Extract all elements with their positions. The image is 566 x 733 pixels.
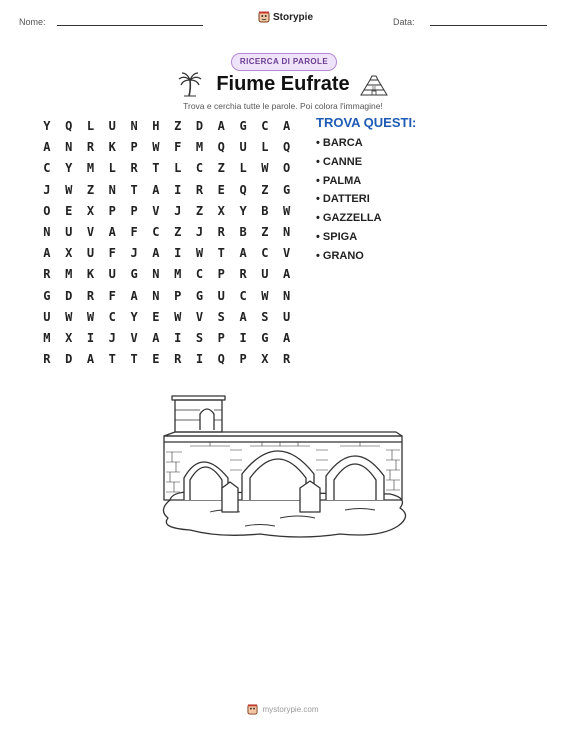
grid-cell[interactable]: Z <box>86 182 95 197</box>
grid-cell[interactable]: N <box>283 224 291 239</box>
grid-cell[interactable]: N <box>152 267 160 282</box>
footer-url[interactable]: mystorypie.com <box>262 705 319 714</box>
grid-cell[interactable]: C <box>43 161 51 176</box>
grid-cell[interactable]: N <box>130 119 138 133</box>
grid-cell[interactable]: B <box>239 224 247 239</box>
grid-cell[interactable]: X <box>261 352 269 367</box>
grid-cell[interactable]: A <box>239 246 247 261</box>
date-label: Data: <box>393 17 415 27</box>
instructions: Trova e cerchia tutte le parole. Poi colora l'immagine! <box>183 101 383 111</box>
grid-cell[interactable]: H <box>152 119 160 133</box>
grid-cell[interactable]: Q <box>283 140 291 155</box>
grid-cell[interactable]: J <box>108 330 116 345</box>
grid-cell[interactable]: T <box>108 352 116 367</box>
grid-cell[interactable]: A <box>130 288 138 303</box>
grid-cell[interactable]: X <box>65 246 73 261</box>
grid-cell[interactable]: A <box>43 140 51 155</box>
grid-cell[interactable]: N <box>152 288 160 303</box>
word-text: GAZZELLA <box>322 212 382 225</box>
grid-cell[interactable]: U <box>108 119 116 133</box>
grid-cell[interactable]: A <box>152 182 160 197</box>
grid-cell[interactable]: S <box>195 330 204 345</box>
grid-cell[interactable]: G <box>43 288 51 303</box>
grid-cell[interactable]: P <box>130 203 138 218</box>
grid-cell[interactable]: W <box>261 288 269 303</box>
grid-cell[interactable]: W <box>152 140 160 155</box>
grid-cell[interactable]: R <box>86 140 95 155</box>
grid-cell[interactable]: G <box>239 119 247 133</box>
storypie-logo-icon <box>247 704 258 715</box>
grid-cell[interactable]: C <box>108 309 116 324</box>
grid-cell[interactable]: O <box>283 161 291 176</box>
grid-cell[interactable]: Z <box>174 119 182 133</box>
grid-cell[interactable]: M <box>65 267 73 282</box>
grid-cell[interactable]: W <box>261 161 269 176</box>
grid-cell[interactable]: P <box>108 203 116 218</box>
grid-cell[interactable]: E <box>217 182 225 197</box>
grid-cell[interactable]: O <box>43 203 51 218</box>
letter-grid <box>36 116 298 370</box>
grid-cell[interactable]: D <box>65 288 73 303</box>
grid-cell[interactable]: T <box>217 246 225 261</box>
grid-cell[interactable]: A <box>108 224 116 239</box>
grid-cell[interactable]: T <box>130 182 138 197</box>
grid-cell[interactable]: R <box>217 224 225 239</box>
grid-cell[interactable]: M <box>43 330 51 345</box>
grid-cell[interactable]: R <box>86 288 95 303</box>
grid-cell[interactable]: Y <box>239 203 247 218</box>
grid-cell[interactable]: N <box>65 140 73 155</box>
grid-cell[interactable]: G <box>283 182 291 197</box>
grid-cell[interactable]: Q <box>65 119 73 133</box>
grid-cell[interactable]: R <box>130 161 138 176</box>
grid-cell[interactable]: U <box>65 224 73 239</box>
grid-cell[interactable]: C <box>152 224 160 239</box>
grid-cell[interactable]: X <box>217 203 225 218</box>
category-badge: RICERCA DI PAROLE <box>231 53 337 71</box>
grid-cell[interactable]: N <box>283 288 291 303</box>
grid-cell[interactable]: R <box>239 267 247 282</box>
grid-cell[interactable]: C <box>239 288 247 303</box>
word-item: • PALMA <box>316 174 362 187</box>
grid-cell[interactable]: P <box>217 267 225 282</box>
grid-cell[interactable]: N <box>108 182 116 197</box>
grid-cell[interactable]: P <box>130 140 138 155</box>
grid-cell[interactable]: I <box>174 182 182 197</box>
word-text: CANNE <box>322 155 363 168</box>
grid-cell[interactable]: T <box>152 161 160 176</box>
grid-cell[interactable]: W <box>65 309 73 324</box>
grid-cell[interactable]: U <box>261 267 269 282</box>
grid-cell[interactable]: R <box>174 352 182 367</box>
grid-cell[interactable]: C <box>195 161 204 176</box>
grid-cell[interactable]: M <box>195 140 204 155</box>
word-item: • SPIGA <box>316 230 358 243</box>
grid-cell[interactable]: J <box>43 182 51 197</box>
grid-cell[interactable]: W <box>174 309 182 324</box>
grid-cell[interactable]: R <box>195 182 204 197</box>
grid-cell[interactable]: V <box>86 224 95 239</box>
grid-cell[interactable]: C <box>261 119 269 133</box>
grid-cell[interactable]: A <box>283 267 291 282</box>
grid-cell[interactable]: K <box>86 267 95 282</box>
grid-cell[interactable]: X <box>86 203 95 218</box>
grid-cell[interactable]: L <box>86 119 95 133</box>
grid-cell[interactable]: V <box>130 330 138 345</box>
grid-cell[interactable]: A <box>43 246 51 261</box>
grid-cell[interactable]: M <box>86 161 95 176</box>
grid-cell[interactable]: G <box>195 288 204 303</box>
word-text: GRANO <box>322 249 364 262</box>
grid-cell[interactable]: A <box>239 309 247 324</box>
grid-cell[interactable]: W <box>65 182 73 197</box>
ziggurat-icon <box>359 74 389 96</box>
grid-cell[interactable]: B <box>261 203 269 218</box>
bridge-illustration[interactable] <box>150 388 412 550</box>
grid-cell[interactable]: D <box>195 119 204 133</box>
word-text: SPIGA <box>322 230 358 243</box>
grid-cell[interactable]: N <box>43 224 51 239</box>
grid-cell[interactable]: Z <box>195 203 204 218</box>
grid-cell[interactable]: E <box>65 203 73 218</box>
grid-cell[interactable]: F <box>130 224 138 239</box>
grid-cell[interactable]: J <box>195 224 204 239</box>
grid-cell[interactable]: Q <box>217 140 225 155</box>
grid-cell[interactable]: S <box>261 309 269 324</box>
word-list-title: TROVA QUESTI: <box>316 115 417 130</box>
grid-cell[interactable]: Z <box>174 224 182 239</box>
grid-cell[interactable]: I <box>239 330 247 345</box>
grid-cell[interactable]: A <box>217 119 225 133</box>
word-item: • DATTERI <box>316 193 370 206</box>
grid-cell[interactable]: G <box>261 330 269 345</box>
grid-cell[interactable]: W <box>283 203 291 218</box>
grid-cell[interactable]: Z <box>261 224 269 239</box>
grid-cell[interactable]: U <box>217 288 225 303</box>
grid-cell[interactable]: J <box>174 203 182 218</box>
grid-cell[interactable]: F <box>174 140 182 155</box>
grid-cell[interactable]: Z <box>217 161 225 176</box>
grid-cell[interactable]: A <box>283 330 291 345</box>
name-line[interactable] <box>57 25 203 26</box>
word-item: • GRANO <box>316 249 364 262</box>
grid-cell[interactable]: F <box>108 246 116 261</box>
grid-cell[interactable]: W <box>86 309 95 324</box>
grid-cell[interactable]: U <box>283 309 291 324</box>
grid-cell[interactable]: P <box>239 352 247 367</box>
grid-cell[interactable]: Y <box>43 119 51 133</box>
word-item: • BARCA <box>316 137 363 149</box>
date-line[interactable] <box>430 25 547 26</box>
grid-cell[interactable]: J <box>130 246 138 261</box>
grid-cell[interactable]: X <box>65 330 73 345</box>
grid-cell[interactable]: T <box>130 352 138 367</box>
grid-cell[interactable]: Y <box>65 161 73 176</box>
grid-cell[interactable]: Q <box>239 182 247 197</box>
word-text: PALMA <box>322 174 362 187</box>
grid-cell[interactable]: G <box>130 267 138 282</box>
grid-cell[interactable]: V <box>283 246 291 261</box>
word-item: • GAZZELLA <box>316 212 382 225</box>
grid-cell[interactable]: V <box>152 203 160 218</box>
grid-cell[interactable]: R <box>283 352 291 367</box>
grid-cell[interactable]: Y <box>130 309 138 324</box>
grid-cell[interactable]: R <box>43 352 51 367</box>
grid-cell[interactable]: A <box>86 352 95 367</box>
grid-cell[interactable]: L <box>239 161 247 176</box>
word-text: DATTERI <box>322 193 370 206</box>
grid-cell[interactable]: L <box>261 140 269 155</box>
grid-cell[interactable]: W <box>195 246 204 261</box>
grid-cell[interactable]: U <box>43 309 51 324</box>
grid-cell[interactable]: D <box>65 352 73 367</box>
grid-cell[interactable]: Q <box>217 352 225 367</box>
grid-cell[interactable]: S <box>217 309 225 324</box>
grid-cell[interactable]: A <box>283 119 291 133</box>
grid-cell[interactable]: A <box>152 330 160 345</box>
grid-cell[interactable]: U <box>108 267 116 282</box>
brand-name: Storypie <box>273 11 314 23</box>
grid-cell[interactable]: U <box>86 246 95 261</box>
grid-cell[interactable]: L <box>174 161 182 176</box>
grid-cell[interactable]: U <box>239 140 247 155</box>
grid-cell[interactable]: C <box>195 267 204 282</box>
grid-cell[interactable]: K <box>108 140 116 155</box>
grid-cell[interactable]: L <box>108 161 116 176</box>
page-title: Fiume Eufrate <box>216 73 350 95</box>
grid-cell[interactable]: V <box>195 309 204 324</box>
grid-cell[interactable]: P <box>174 288 182 303</box>
grid-cell[interactable]: I <box>195 352 204 367</box>
word-text: BARCA <box>322 137 363 149</box>
name-label: Nome: <box>19 17 46 27</box>
grid-cell[interactable]: I <box>174 330 182 345</box>
grid-cell[interactable]: A <box>152 246 160 261</box>
grid-cell[interactable]: R <box>43 267 51 282</box>
grid-cell[interactable]: E <box>152 352 160 367</box>
footer <box>0 704 566 715</box>
grid-cell[interactable]: E <box>152 309 160 324</box>
word-list <box>316 134 382 266</box>
word-item: • CANNE <box>316 155 363 168</box>
storypie-logo-icon <box>258 11 270 23</box>
grid-cell[interactable]: M <box>174 267 182 282</box>
grid-cell[interactable]: C <box>261 246 269 261</box>
grid-cell[interactable]: I <box>174 246 182 261</box>
grid-cell[interactable]: I <box>86 330 95 345</box>
grid-cell[interactable]: F <box>108 288 116 303</box>
grid-cell[interactable]: Z <box>261 182 269 197</box>
brand <box>258 11 313 23</box>
grid-cell[interactable]: P <box>217 330 225 345</box>
